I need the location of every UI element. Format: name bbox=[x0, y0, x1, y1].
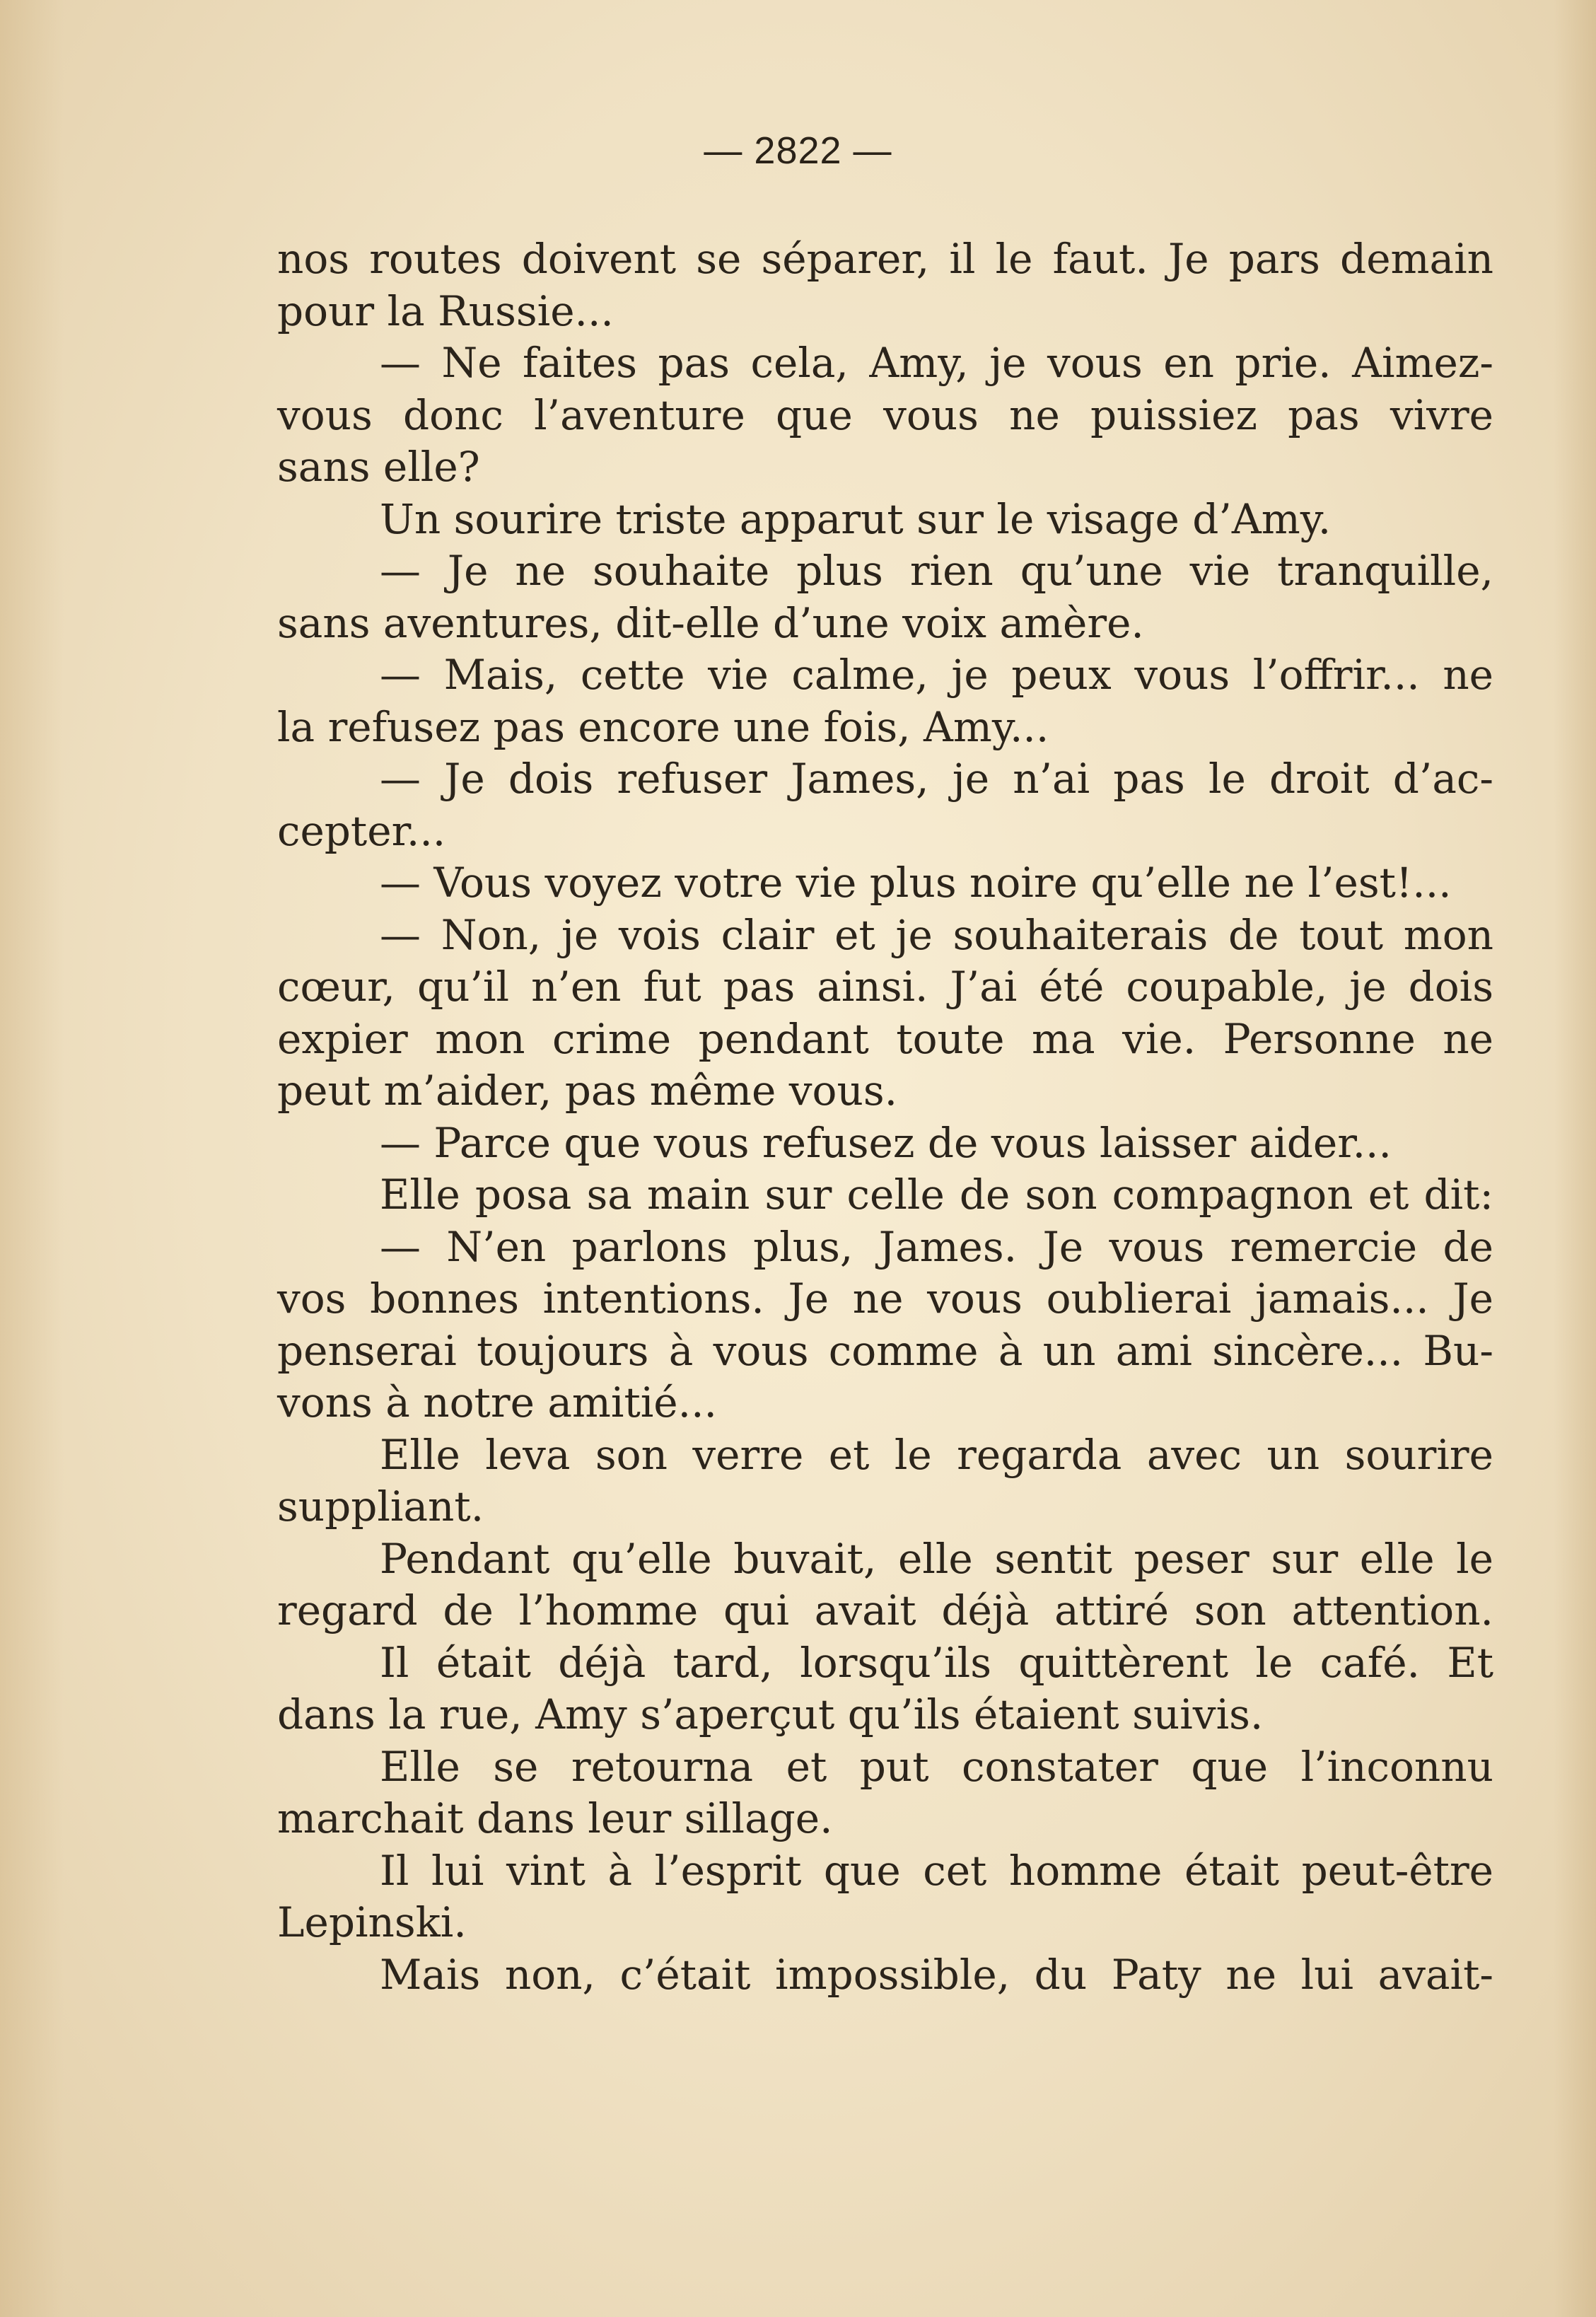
text-line: expier mon crime pendant toute ma vie. Personne ne bbox=[277, 1014, 1493, 1063]
text-line: penserai toujours à vous comme à un ami sincère... Bu- bbox=[277, 1326, 1493, 1375]
text-line: Elle leva son verre et le regarda avec un sourire bbox=[380, 1430, 1493, 1479]
text-line: nos routes doivent se séparer, il le faut. Je pars demain bbox=[277, 235, 1493, 283]
text-line: pour la Russie... bbox=[277, 286, 614, 335]
text-line: — Non, je vois clair et je souhaiterais de tout mon bbox=[380, 910, 1493, 959]
text-line: suppliant. bbox=[277, 1482, 484, 1531]
text-line: Il était déjà tard, lorsqu’ils quittèrent le café. Et bbox=[380, 1638, 1493, 1687]
text-line: — Je ne souhaite plus rien qu’une vie tranquille, bbox=[380, 547, 1493, 595]
text-line: — Ne faites pas cela, Amy, je vous en prie. Aimez- bbox=[380, 339, 1493, 387]
text-line: Elle se retourna et put constater que l’inconnu bbox=[380, 1742, 1493, 1791]
text-line: dans la rue, Amy s’aperçut qu’ils étaient suivis. bbox=[277, 1690, 1264, 1738]
text-line: sans aventures, dit-elle d’une voix amère. bbox=[277, 598, 1144, 647]
text-line: Mais non, c’était impossible, du Paty ne lui avait- bbox=[380, 1950, 1493, 1999]
body-text bbox=[277, 233, 1493, 2001]
text-line: Un sourire triste apparut sur le visage d’Amy. bbox=[380, 494, 1332, 543]
text-line: cepter... bbox=[277, 806, 446, 855]
text-line: vons à notre amitié... bbox=[277, 1378, 717, 1427]
text-line: sans elle? bbox=[277, 443, 480, 491]
text-line: vous donc l’aventure que vous ne puissiez pas vivre bbox=[277, 390, 1493, 439]
text-line: — Mais, cette vie calme, je peux vous l’offrir... ne bbox=[380, 651, 1493, 699]
text-line: marchait dans leur sillage. bbox=[277, 1794, 833, 1842]
page-shadow-left bbox=[0, 0, 64, 2317]
text-line: Elle posa sa main sur celle de son compagnon et dit: bbox=[380, 1171, 1493, 1219]
text-line: — Parce que vous refusez de vous laisser aider... bbox=[380, 1118, 1392, 1167]
text-line: Il lui vint à l’esprit que cet homme était peut-être bbox=[380, 1846, 1493, 1895]
page-number: — 2822 — bbox=[704, 129, 892, 172]
text-line: — N’en parlons plus, James. Je vous remercie de bbox=[380, 1222, 1493, 1271]
page-shadow-right bbox=[1554, 0, 1596, 2317]
text-line: vos bonnes intentions. Je ne vous oublierai jamais... Je bbox=[277, 1274, 1493, 1323]
text-line: Pendant qu’elle buvait, elle sentit peser sur elle le bbox=[380, 1534, 1493, 1583]
text-line: regard de l’homme qui avait déjà attiré son attention. bbox=[277, 1586, 1493, 1634]
text-line: la refusez pas encore une fois, Amy... bbox=[277, 702, 1049, 751]
text-line: Lepinski. bbox=[277, 1898, 467, 1946]
text-line: — Vous voyez votre vie plus noire qu’elle ne l’est!... bbox=[380, 859, 1452, 907]
text-line: — Je dois refuser James, je n’ai pas le droit d’ac- bbox=[380, 755, 1493, 803]
text-line: cœur, qu’il n’en fut pas ainsi. J’ai été coupable, je dois bbox=[277, 963, 1493, 1011]
text-line: peut m’aider, pas même vous. bbox=[277, 1067, 898, 1115]
